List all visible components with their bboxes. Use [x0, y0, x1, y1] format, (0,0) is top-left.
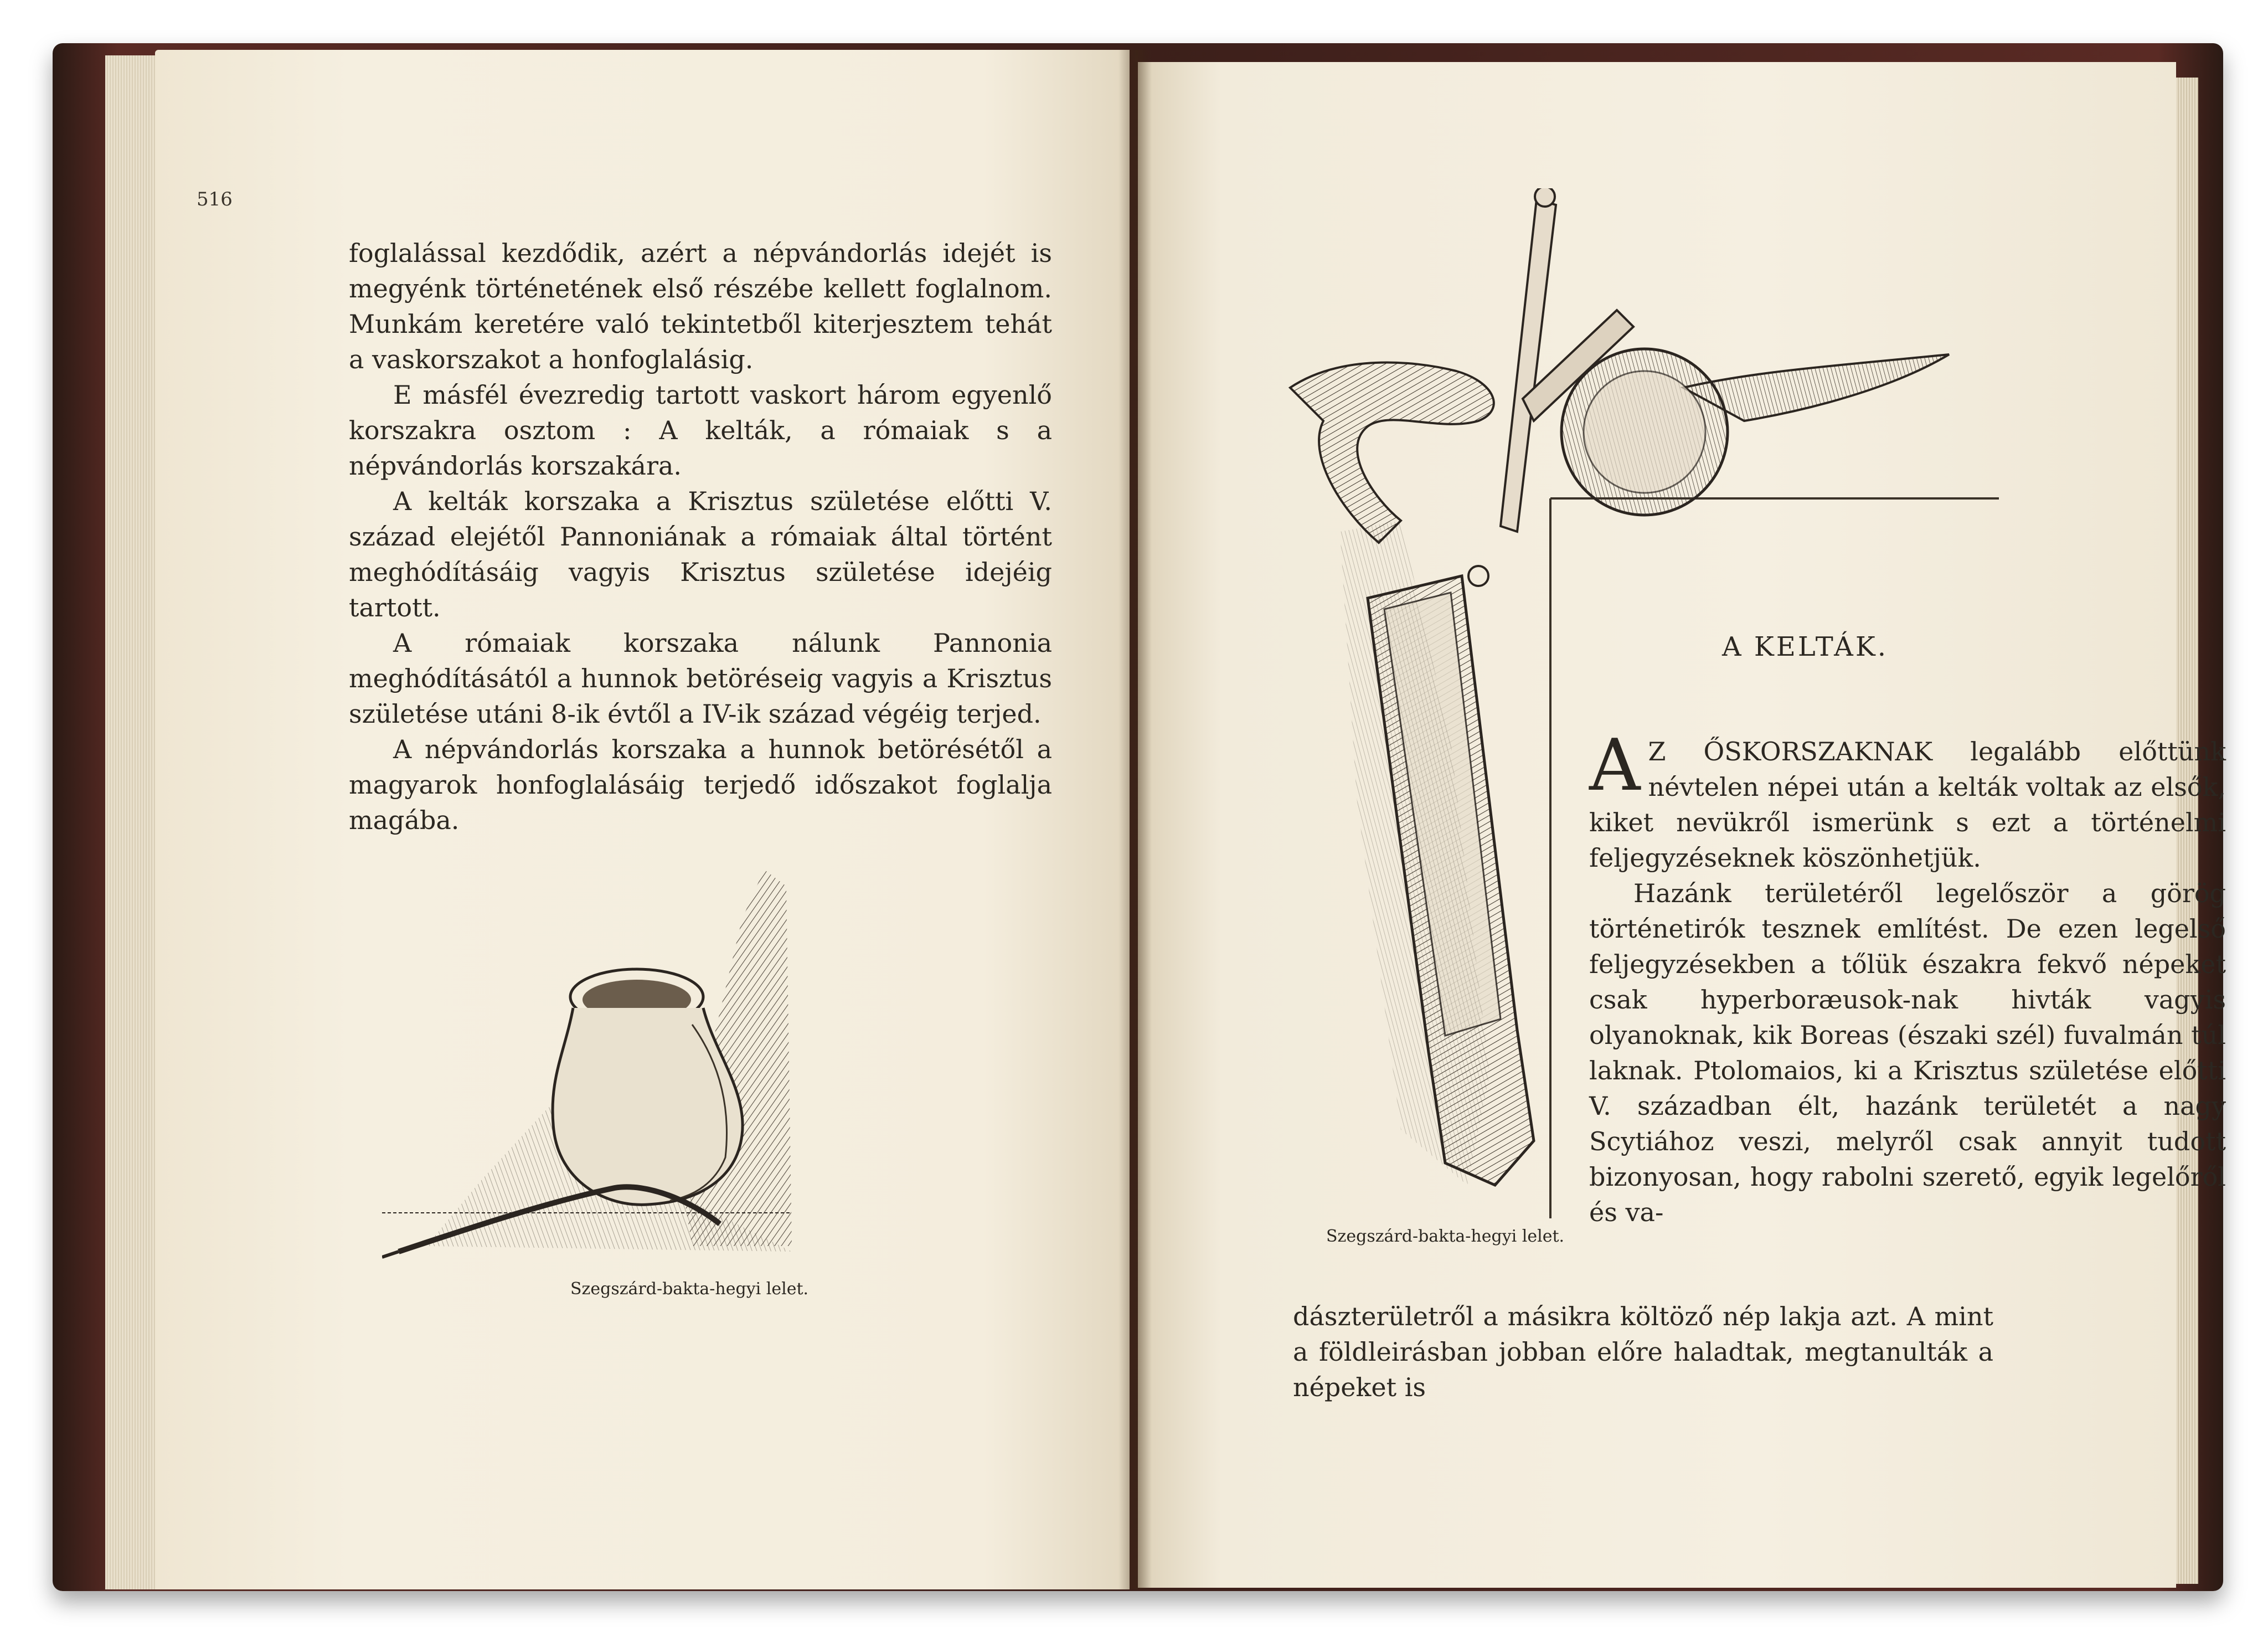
figure-caption: Szegszárd-bakta-hegyi lelet.	[570, 1279, 809, 1299]
left-page-text	[349, 235, 1052, 838]
paragraph: A népvándorlás korszaka a hunnok betörésétől a magyarok honfoglalásáig terjedő időszakot foglalja magába.	[349, 734, 1052, 835]
figure-caption: Szegszárd-bakta-hegyi lelet.	[1326, 1227, 1565, 1246]
paragraph: A kelták korszaka a Krisztus születése előtti V. század elejétől Pannoniának a rómaiak által történt meghódításáig vagyis Krisztus születése idejéig tartott.	[349, 486, 1052, 622]
pot-illustration	[382, 869, 803, 1263]
page-edges-left	[105, 55, 158, 1589]
book-gutter	[1118, 50, 1152, 1589]
paragraph: E másfél évezredig tartott vaskort három egyenlő korszakra osztom : A kelták, a rómaiak s a népvándorlás korszakára.	[349, 380, 1052, 481]
chapter-heading: A KELTÁK.	[1722, 631, 1888, 662]
paragraph: Hazánk területéről legelőször a görög történetirók tesznek említést. De ezen legelső feljegyzésekben a tőlük északra fekvő népeket csak hyperboræusok-nak hivták vagyis olyanoknak, kik Boreas (északi szél) fuvalmán túl laknak. Ptolomaios, ki a Krisztus születése előtti V. században élt, hazánk területét a nagy Scytiához veszi, melyről csak annyit tudott bizonyosan, hogy rabolni szerető, egyik legelőről és va-	[1589, 878, 2226, 1227]
right-page-bottom-text: dászterületről a másikra költöző nép lakja azt. A mint a földleirásban jobban előre haladtak, megtanulták a népeket is	[1293, 1301, 1993, 1402]
paragraph-text: Z ŐSKORSZAKNAK legalább előttünk névtelen népei után a kelták voltak az elsők, kiket nevükről ismerünk s ezt a történelmi feljegyzéseknek köszönhetjük.	[1589, 737, 2226, 873]
drop-cap: A	[1589, 724, 1641, 807]
paragraph: foglalással kezdődik, azért a népvándorlás idejét is megyénk történetének első részébe kellett foglalnom. Munkám keretére való tekintetből kiterjesztem tehát a vaskorszakot a honfoglalásig.	[349, 238, 1052, 374]
paragraph: A rómaiak korszaka nálunk Pannonia meghódításától a hunnok betöréseig vagyis a Krisztus születése utáni 8-ik évtől a IV-ik század végéig terjed.	[349, 628, 1052, 729]
paragraph	[1589, 724, 2226, 876]
right-page-text	[1589, 724, 2226, 1230]
page-number: 516	[197, 188, 233, 210]
